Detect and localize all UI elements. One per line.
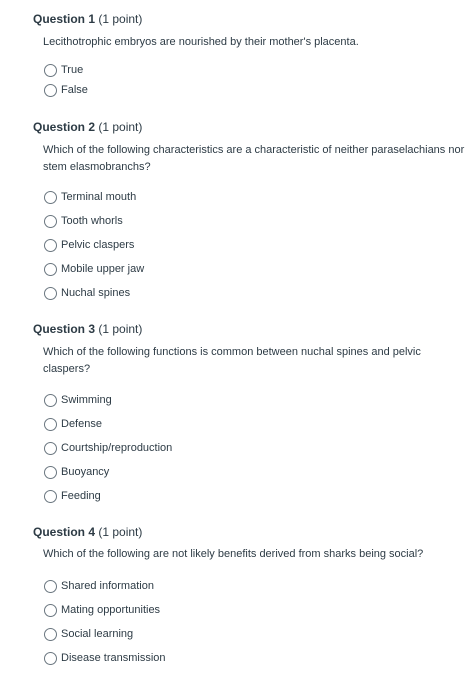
- radio-button[interactable]: [44, 466, 57, 479]
- option-nuchal-spines[interactable]: [44, 285, 130, 301]
- radio-button[interactable]: [44, 418, 57, 431]
- option-true[interactable]: [44, 62, 83, 78]
- question-header: [33, 322, 142, 336]
- option-buoyancy[interactable]: [44, 464, 109, 480]
- radio-button[interactable]: [44, 239, 57, 252]
- option-tooth-whorls[interactable]: [44, 213, 123, 229]
- question-title: Question 2: [33, 120, 96, 134]
- question-points: (1 point): [98, 322, 143, 336]
- option-label: Buoyancy: [61, 466, 110, 478]
- question-text: Lecithotrophic embryos are nourished by their mother's placenta.: [43, 36, 359, 48]
- option-label: Mobile upper jaw: [61, 263, 145, 275]
- option-courtship-reproduction[interactable]: [44, 440, 172, 456]
- question-title: Question 4: [33, 525, 96, 539]
- option-label: Nuchal spines: [61, 287, 131, 299]
- radio-button[interactable]: [44, 652, 57, 665]
- option-terminal-mouth[interactable]: [44, 189, 136, 205]
- radio-button[interactable]: [44, 263, 57, 276]
- question-text: Which of the following characteristics are a characteristic of neither paraselachians nor stem elasmobranchs?: [43, 144, 465, 173]
- option-social-learning[interactable]: [44, 626, 133, 642]
- question-text: Which of the following are not likely benefits derived from sharks being social?: [43, 548, 424, 560]
- option-false[interactable]: [44, 82, 88, 98]
- option-label: Pelvic claspers: [61, 239, 135, 251]
- option-pelvic-claspers[interactable]: [44, 237, 134, 253]
- option-label: True: [61, 64, 84, 76]
- radio-button[interactable]: [44, 287, 57, 300]
- option-label: Disease transmission: [61, 652, 166, 664]
- option-label: Courtship/reproduction: [61, 442, 173, 454]
- option-label: False: [61, 84, 88, 96]
- option-shared-information[interactable]: [44, 578, 154, 594]
- radio-button[interactable]: [44, 191, 57, 204]
- option-label: Social learning: [61, 628, 134, 640]
- option-label: Terminal mouth: [61, 191, 137, 203]
- radio-button[interactable]: [44, 84, 57, 97]
- radio-button[interactable]: [44, 394, 57, 407]
- option-label: Mating opportunities: [61, 604, 161, 616]
- option-label: Tooth whorls: [61, 215, 123, 227]
- radio-button[interactable]: [44, 64, 57, 77]
- option-swimming[interactable]: [44, 392, 112, 408]
- option-disease-transmission[interactable]: [44, 650, 166, 666]
- radio-button[interactable]: [44, 580, 57, 593]
- option-label: Shared information: [61, 580, 154, 592]
- question-title: Question 3: [33, 322, 96, 336]
- option-label: Swimming: [61, 394, 112, 406]
- option-defense[interactable]: [44, 416, 102, 432]
- question-points: (1 point): [98, 120, 143, 134]
- option-label: Feeding: [61, 490, 101, 502]
- question-header: [33, 525, 142, 539]
- question-text: Which of the following functions is common between nuchal spines and pelvic claspers?: [43, 346, 421, 375]
- option-mating-opportunities[interactable]: [44, 602, 160, 618]
- radio-button[interactable]: [44, 604, 57, 617]
- radio-button[interactable]: [44, 215, 57, 228]
- question-points: (1 point): [98, 525, 143, 539]
- option-mobile-upper-jaw[interactable]: [44, 261, 144, 277]
- option-label: Defense: [61, 418, 102, 430]
- option-feeding[interactable]: [44, 488, 101, 504]
- question-header: [33, 12, 142, 26]
- question-header: [33, 120, 142, 134]
- radio-button[interactable]: [44, 628, 57, 641]
- question-points: (1 point): [98, 12, 143, 26]
- radio-button[interactable]: [44, 442, 57, 455]
- radio-button[interactable]: [44, 490, 57, 503]
- question-title: Question 1: [33, 12, 96, 26]
